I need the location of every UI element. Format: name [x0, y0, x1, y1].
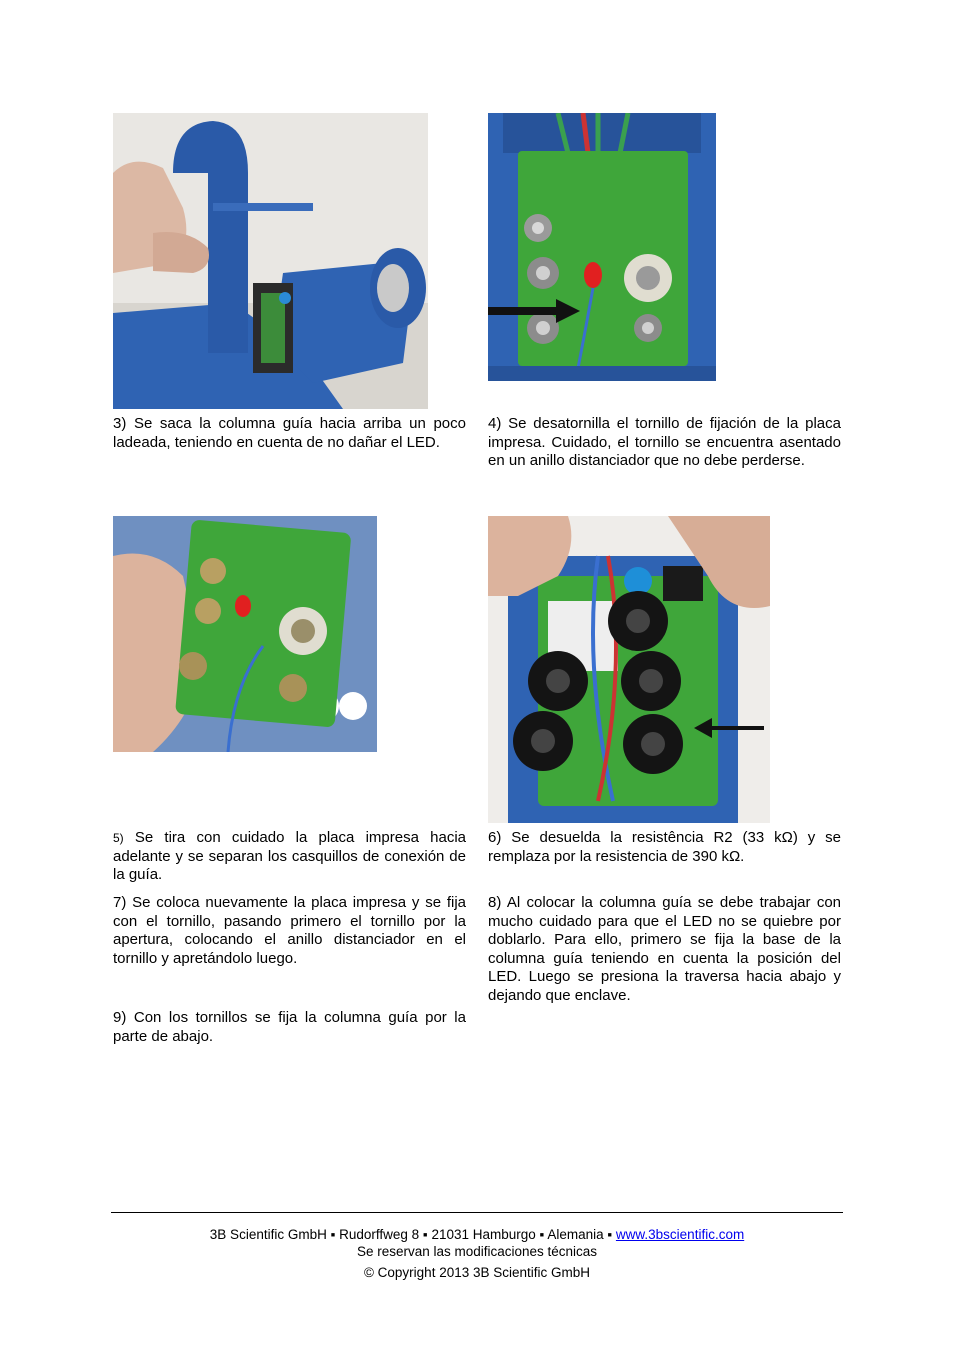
photo-guide-column-lifted	[113, 113, 428, 409]
footer-address-line	[0, 1227, 954, 1243]
footer-address: 3B Scientific GmbH ▪ Rudorffweg 8 ▪ 21031 Hamburgo ▪ Alemania ▪	[209, 1227, 616, 1242]
caption-step-9: 9) Con los tornillos se fija la columna guía por la parte de abajo.	[113, 1009, 466, 1045]
footer-divider	[111, 1212, 843, 1213]
caption-step-4: 4) Se desatornilla el tornillo de fijación de la placa impresa. Cuidado, el tornillo se encuentra asentado en un anillo distanciador que no debe perderse.	[488, 415, 841, 469]
footer-copyright: © Copyright 2013 3B Scientific GmbH	[363, 1265, 591, 1280]
caption-step-8: 8) Al colocar la columna guía se debe trabajar con mucho cuidado para que el LED no se quiebre por doblarlo. Para ello, primero se fija la base de la columna guía teniendo en cuenta la posición del LED. Luego se presiona la traversa hacia abajo y dejando que enclave.	[488, 894, 841, 1004]
caption-step-5-number: 5)	[113, 831, 124, 845]
footer-reserved-notice: Se reservan las modificaciones técnicas	[356, 1244, 598, 1259]
photo-pcb-sockets-resistor-arrow	[488, 516, 770, 823]
footer-website-link[interactable]: www.3bscientific.com	[615, 1227, 745, 1242]
photo-pcb-screw-arrow	[488, 113, 716, 381]
caption-step-6: 6) Se desuelda la resistência R2 (33 kΩ) y se remplaza por la resistencia de 390 kΩ.	[488, 829, 841, 865]
caption-step-7: 7) Se coloca nuevamente la placa impresa y se fija con el tornillo, pasando primero el tornillo por la apertura, colocando el anillo distanciador en el tornillo y apretándolo luego.	[113, 894, 466, 967]
caption-step-5-text: Se tira con cuidado la placa impresa hacia adelante y se separan los casquillos de conexión de la guía.	[113, 829, 466, 883]
photo-pcb-pulled-out	[113, 516, 377, 752]
caption-step-5	[113, 829, 466, 885]
caption-step-3: 3) Se saca la columna guía hacia arriba un poco ladeada, teniendo en cuenta de no dañar el LED.	[113, 415, 466, 451]
